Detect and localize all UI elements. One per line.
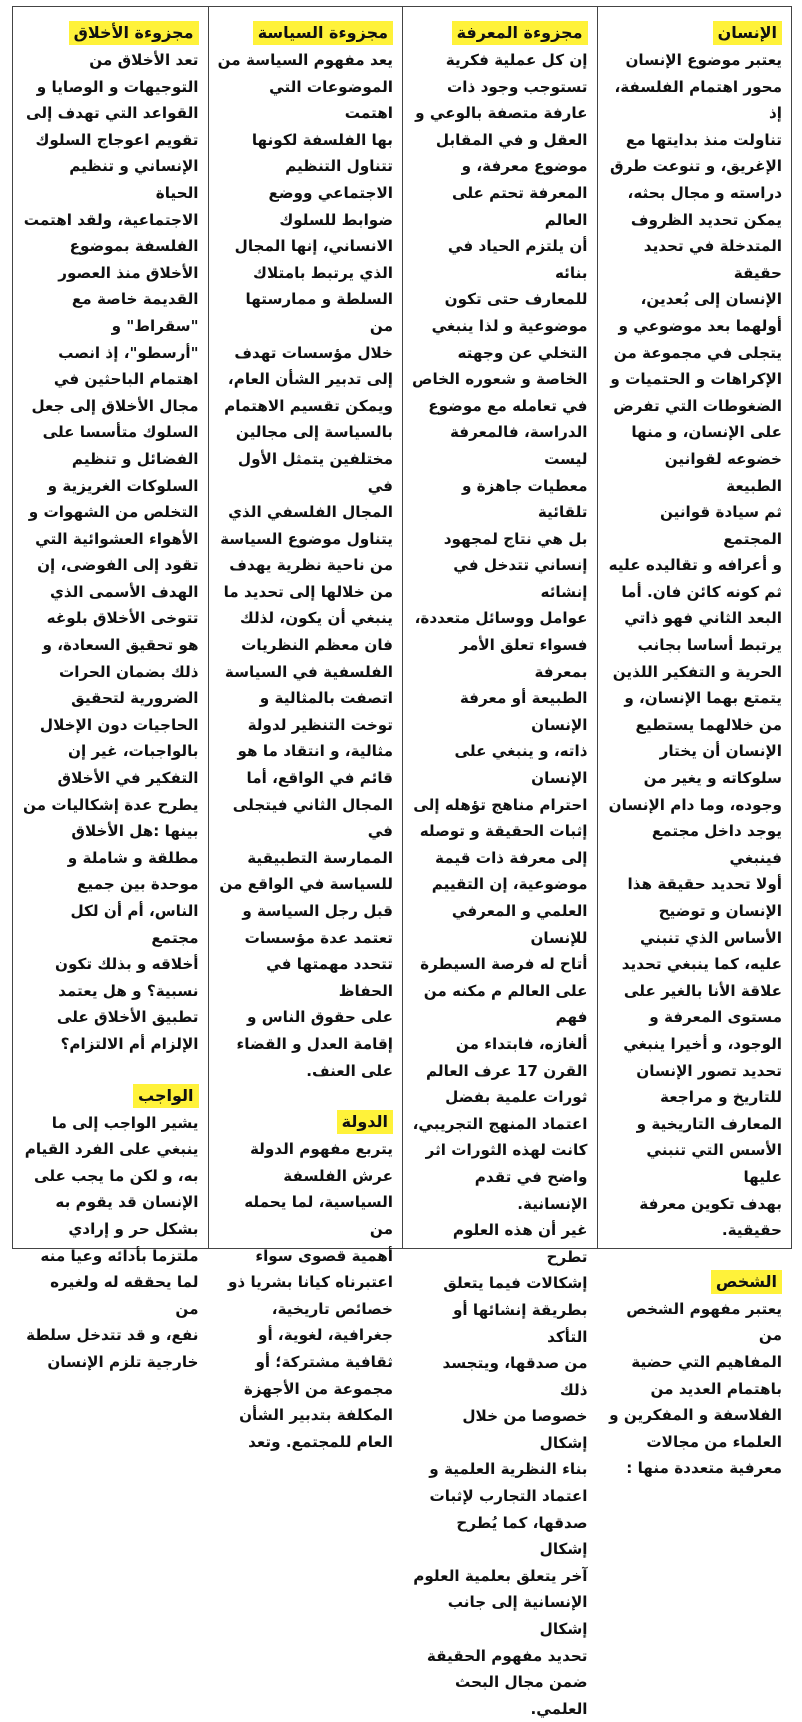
section-heading-human: الإنسان — [713, 21, 782, 45]
section-text-knowledge: إن كل عملية فكرية تستوجب وجود ذات عارفة متصفة بالوعي و العقل و في المقابل موضوع معرفة، و المعرفة تحتم على العالم أن يلتزم الحياد في بنائه للمعارف حتى تكون موضوعية و لذا ينبغي التخلي عن وجهته الخاصة و شعوره الخاص في تعامله مع موضوع الدراسة، فالمعرفة ليست معطيات جاهزة و تلقائية بل هي نتاج لمجهود إنساني تتدخل في إنشائه عوامل ووسائل متعددة، فسواء تعلق الأمر بمعرفة الطبيعة أو معرفة الإنسان ذاته، و ينبغي على الإنسان احترام مناهج تؤهله إلى إثبات الحقيقة و توصله إلى معرفة ذات قيمة موضوعية، إن التقييم العلمي و المعرفي للإنسان أتاح له فرصة السيطرة على العالم م مكنه من فهم ألغازه، فابتداء من القرن 17 عرف العالم ثورات علمية بفضل اعتماد المنهج التجريبي، كانت لهذه الثورات اثر واضح في تقدم الإنسانية. غير أن هذه العلوم تطرح إشكالات فيما يتعلق بطريقة إنشائها أو التأكد من صدقها، ويتجسد ذلك خصوصا من خلال إشكال بناء النظرية العلمية و اعتماد التجارب لإثبات صدقها، كما يُطرح إشكال آخر يتعلق بعلمية العلوم الإنسانية إلى جانب إشكال تحديد مفهوم الحقيقة ضمن مجال البحث العلمي. — [412, 51, 588, 1718]
section-heading-knowledge: مجزوءة المعرفة — [452, 21, 588, 45]
section-text-duty: يشير الواجب إلى ما ينبغي على الفرد القيام به، و لكن ما يجب على الإنسان قد يقوم به بشكل حر و إرادي ملتزما بأدائه وعيا منه لما يحققه له ولغيره من نفع، و قد تتدخل سلطة خارجية تلزم الإنسان — [24, 1113, 199, 1371]
section-text-politics: يعد مفهوم السياسة من الموضوعات التي اهتمت بها الفلسفة لكونها تتناول التنظيم الاجتماعي ووضع ضوابط للسلوك الانساني، إنها المجال الذي يرتبط بامتلاك السلطة و ممارستها من خلال مؤسسات تهدف إلى تدبير الشأن العام، ويمكن تقسيم الاهتمام بالسياسة إلى مجالين مختلفين يتمثل الأول في المجال الفلسفي الذي يتناول موضوع السياسة من ناحية نظرية يهدف من خلالها إلى تحديد ما ينبغي أن يكون، لذلك فان معظم النظريات الفلسفية في السياسة اتصفت بالمثالية و توخت التنظير لدولة مثالية، و انتقاد ما هو قائم في الواقع، أما المجال الثاني فيتجلى في الممارسة التطبيقية للسياسة في الواقع من قبل رجل السياسة و تعتمد عدة مؤسسات تتحدد مهمتها في الحفاظ على حقوق الناس و إقامة العدل و القضاء على العنف. — [217, 51, 393, 1080]
section-person — [607, 1244, 783, 1482]
section-human — [607, 21, 783, 1244]
section-text-ethics: تعد الأخلاق من التوجيهات و الوصايا و القواعد التي تهدف إلى تقويم اعوجاج السلوك الإنساني و تنظيم الحياة الاجتماعية، ولقد اهتمت الفلسفة بموضوع الأخلاق منذ العصور القديمة خاصة مع "سقراط" و "أرسطو"، إذ انصب اهتمام الباحثين في مجال الأخلاق إلى جعل السلوك متأسسا على الفضائل و تنظيم السلوكات الغريزية و التخلص من الشهوات و الأهواء العشوائية التي تقود إلى الفوضى، إن الهدف الأسمى الذي تتوخى الأخلاق بلوغه هو تحقيق السعادة، و ذلك بضمان الحرات الضرورية لتحقيق الحاجيات دون الإخلال بالواجبات، غير إن التفكير في الأخلاق يطرح عدة إشكاليات من بينها :هل الأخلاق مطلقة و شاملة و موحدة بين جميع الناس، أم أن لكل مجتمع أخلاقه و بذلك تكون نسبية؟ و هل يعتمد تطبيق الأخلاق على الإلزام أم الالتزام؟ — [23, 51, 199, 1053]
section-heading-state: الدولة — [337, 1110, 393, 1134]
section-heading-politics: مجزوءة السياسة — [253, 21, 393, 45]
section-knowledge — [412, 21, 588, 1722]
section-heading-person: الشخص — [711, 1270, 782, 1294]
column-politics — [208, 7, 403, 1451]
column-ethics — [13, 7, 208, 1371]
column-knowledge — [402, 7, 597, 1718]
column-human — [597, 7, 792, 1478]
section-heading-ethics: مجزوءة الأخلاق — [69, 21, 199, 45]
section-text-person: يعتبر مفهوم الشخص من المفاهيم التي حضية باهتمام العديد من الفلاسفة و المفكرين و العلماء من مجالات معرفية متعددة منها : — [609, 1299, 782, 1478]
section-text-human: يعتبر موضوع الإنسان محور اهتمام الفلسفة، إذ تناولت منذ بدايتها مع الإغريق، و تنوعت طرق دراسته و مجال بحثه، يمكن تحديد الظروف المتدخلة في تحديد حقيقة الإنسان إلى بُعدين، أولهما بعد موضوعي و يتجلى في مجموعة من الإكراهات و الحتميات و الضغوطات التي تفرض على الإنسان، و منها خضوعه لقوانين الطبيعة ثم سيادة قوانين المجتمع و أعرافه و تقاليده عليه ثم كونه كائن فان. أما البعد الثاني فهو ذاتي يرتبط أساسا بجانب الحرية و التفكير اللذين يتمتع بهما الإنسان، و من خلالهما يستطيع الإنسان أن يختار سلوكاته و يغير من وجوده، وما دام الإنسان يوجد داخل مجتمع فينبغي أولا تحديد حقيقة هذا الإنسان و توضيح الأساس الذي تنبني عليه، كما ينبغي تحديد علاقة الأنا بالغير على مستوى المعرفة و الوجود، و أخيرا ينبغي تحديد تصور الإنسان للتاريخ و مراجعة المعارف التاريخية و الأسس التي تنبني عليها بهدف تكوين معرفة حقيقية. — [608, 51, 782, 1240]
section-politics — [218, 21, 394, 1084]
section-text-state: يتربع مفهوم الدولة عرش الفلسفة السياسية، لما يحمله من أهمية قصوى سواء اعتبرناه كيانا بشريا ذو خصائص تاريخية، جغرافية، لغوية، أو ثقافية مشتركة؛ أو مجموعة من الأجهزة المكلفة بتدبير الشأن العام للمجتمع. وتعد — [227, 1140, 393, 1451]
section-duty — [22, 1058, 199, 1376]
section-heading-duty: الواجب — [133, 1084, 198, 1108]
section-ethics — [22, 21, 199, 1058]
columns-container — [12, 6, 792, 1718]
section-state — [218, 1084, 394, 1455]
